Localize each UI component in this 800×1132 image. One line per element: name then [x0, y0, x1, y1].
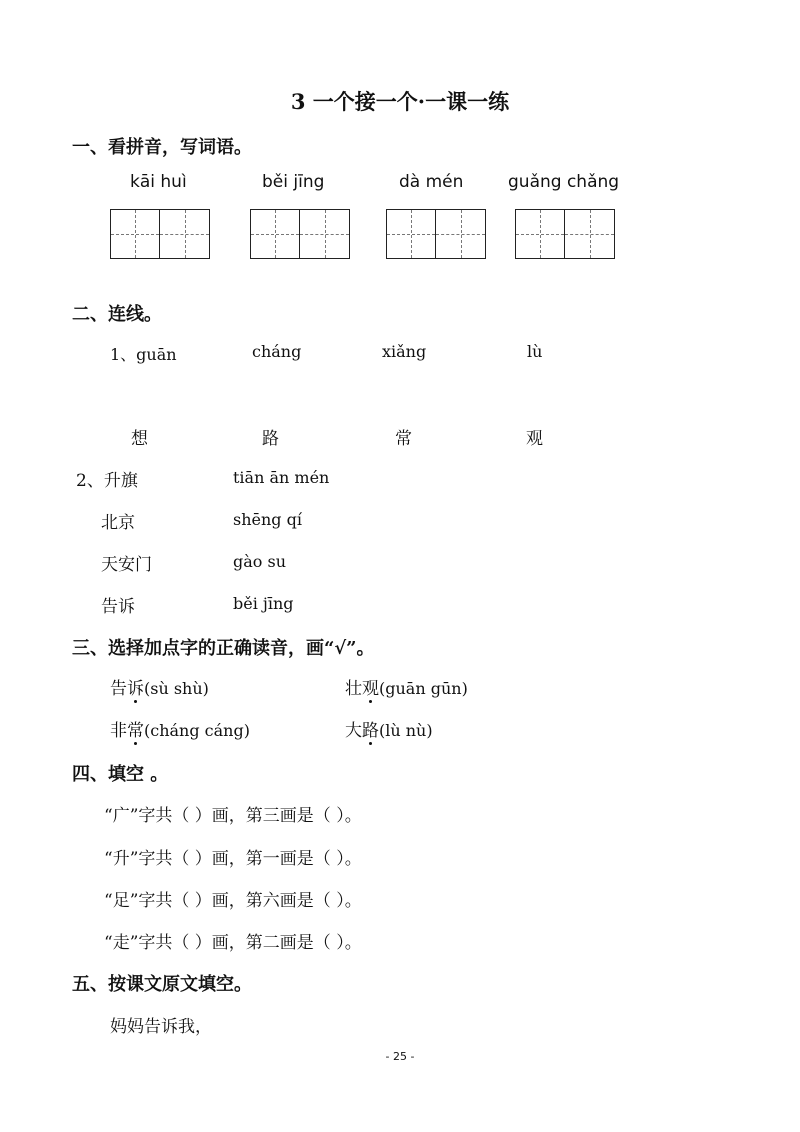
match-pinyin: cháng: [252, 342, 302, 361]
reading-choice[interactable]: [345, 716, 433, 741]
writing-grid[interactable]: [110, 209, 210, 259]
match-char: 路: [262, 429, 279, 449]
match-pinyin: xiǎng: [382, 342, 427, 361]
pinyin-prompt: kāi huì: [130, 172, 187, 192]
match-word: 2、升旗: [76, 471, 138, 491]
pinyin-prompt: běi jīng: [262, 172, 325, 192]
section-2-heading: 二、连线。: [72, 304, 162, 325]
match-word-pinyin: běi jīng: [233, 594, 294, 613]
fill-blank-row[interactable]: “足”字共（ ）画，第六画是（ ）。: [104, 891, 362, 911]
grid-cell[interactable]: [386, 209, 436, 259]
match-word-pinyin: gào su: [233, 552, 287, 571]
match-word: 天安门: [101, 555, 152, 575]
match-char: 观: [526, 429, 543, 449]
match-char: 常: [395, 429, 412, 449]
match-word-pinyin: shēng qí: [233, 510, 302, 529]
writing-grid[interactable]: [386, 209, 486, 259]
dotted-char: 路: [362, 716, 379, 741]
match-word: 告诉: [101, 597, 135, 617]
text-line: 妈妈告诉我，: [110, 1017, 212, 1037]
writing-grid[interactable]: [250, 209, 350, 259]
match-pinyin: 1、guān: [110, 345, 177, 364]
choice-char: 大: [345, 721, 362, 741]
choice-char: 非: [110, 721, 127, 741]
page-number: - 25 -: [385, 1050, 415, 1063]
pinyin-prompt: dà mén: [399, 172, 464, 192]
choice-options: (lù nù): [379, 721, 433, 740]
section-5-heading: 五、按课文原文填空。: [72, 974, 252, 995]
match-char: 想: [131, 429, 148, 449]
section-1-heading: 一、看拼音，写词语。: [72, 137, 252, 158]
match-word-pinyin: tiān ān mén: [233, 468, 330, 487]
grid-cell[interactable]: [565, 209, 615, 259]
page-title: 3 一个接一个·一课一练: [290, 89, 510, 114]
writing-grid[interactable]: [515, 209, 615, 259]
match-pinyin: lù: [527, 342, 543, 361]
grid-cell[interactable]: [436, 209, 486, 259]
dotted-char: 诉: [127, 674, 144, 699]
reading-choice[interactable]: [110, 674, 209, 699]
section-4-heading: 四、填空 。: [72, 764, 169, 785]
grid-cell[interactable]: [110, 209, 160, 259]
fill-blank-row[interactable]: “广”字共（ ）画，第三画是（ ）。: [104, 806, 362, 826]
choice-options: (cháng cáng): [144, 721, 250, 740]
grid-cell[interactable]: [515, 209, 565, 259]
choice-options: (guān gūn): [379, 679, 468, 698]
grid-cell[interactable]: [300, 209, 350, 259]
pinyin-prompt: guǎng chǎng: [508, 172, 620, 192]
section-3-heading: 三、选择加点字的正确读音，画“√”。: [72, 638, 375, 659]
reading-choice[interactable]: [345, 674, 468, 699]
grid-cell[interactable]: [250, 209, 300, 259]
choice-char: 壮: [345, 679, 362, 699]
fill-blank-row[interactable]: “升”字共（ ）画，第一画是（ ）。: [104, 849, 362, 869]
choice-char: 告: [110, 679, 127, 699]
grid-cell[interactable]: [160, 209, 210, 259]
dotted-char: 观: [362, 674, 379, 699]
dotted-char: 常: [127, 716, 144, 741]
reading-choice[interactable]: [110, 716, 250, 741]
match-word: 北京: [101, 513, 135, 533]
fill-blank-row[interactable]: “走”字共（ ）画，第二画是（ ）。: [104, 933, 362, 953]
choice-options: (sù shù): [144, 679, 209, 698]
